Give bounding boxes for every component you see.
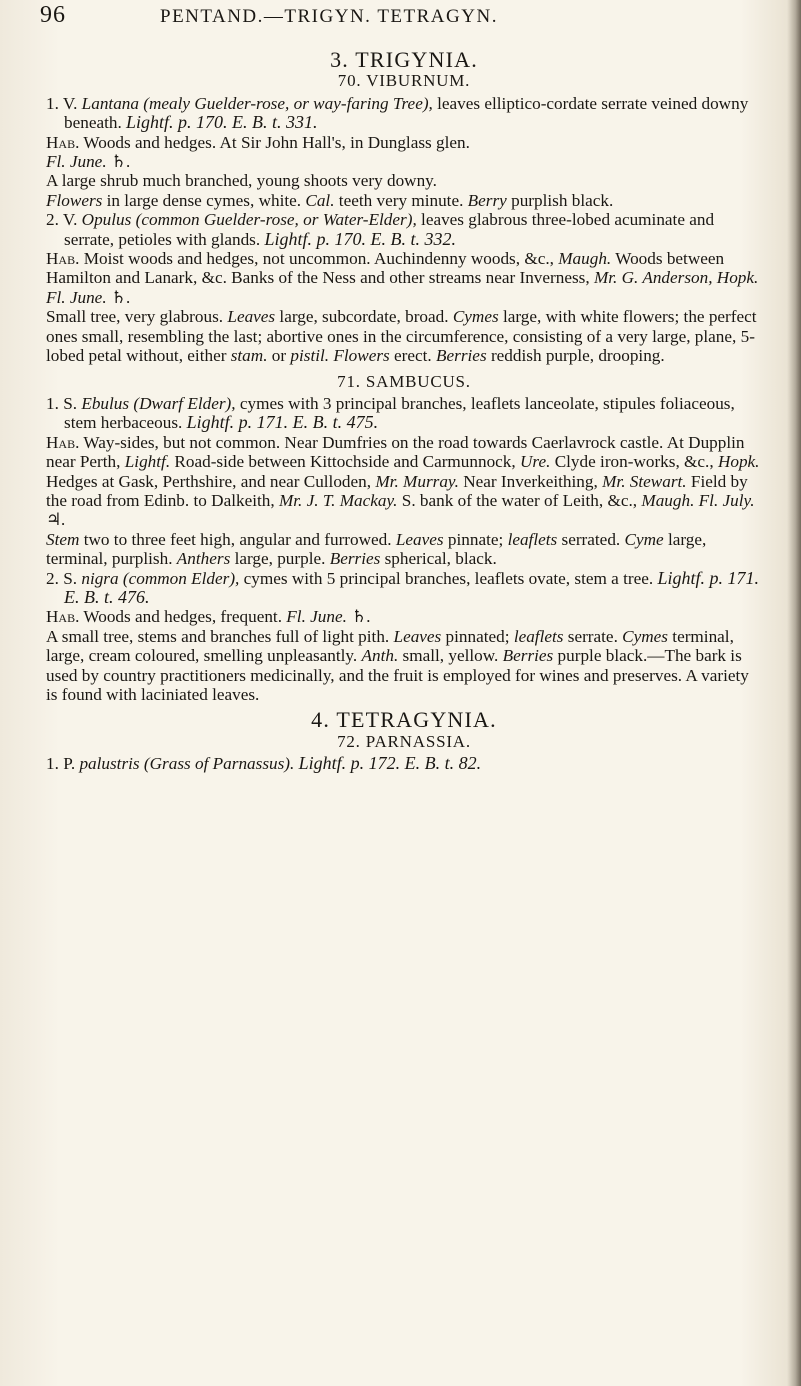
note-label: leaflets xyxy=(513,626,564,646)
habitat-authority: Mr. J. T. Mackay. xyxy=(278,490,398,510)
note-label: Anth. xyxy=(361,646,399,666)
note-text: large, purple. xyxy=(234,549,326,569)
notes-ebulus xyxy=(46,530,762,569)
note-text: small, yellow. xyxy=(402,646,499,666)
note-term: pistil. xyxy=(290,346,330,366)
note-text: teeth very minute. xyxy=(338,190,464,210)
running-head xyxy=(40,2,760,30)
species-number: 2. S. xyxy=(46,568,78,588)
habitat-authority: Ure. xyxy=(520,452,551,472)
note-text: large, with white flowers; the perfect ones small, resembling the last; abortive ones in the circumference, consisting of a very large, plane, 5-lobed petal without, either xyxy=(46,307,757,366)
page-edge-shadow xyxy=(787,0,801,1386)
note-label: Cymes xyxy=(622,626,668,646)
habitat-text: Near Inverkeithing, xyxy=(463,471,598,491)
note-text: in large dense cymes, white. xyxy=(106,190,302,210)
common-name: (Grass of Parnassus). xyxy=(143,754,295,774)
order-heading-tetragynia: 4. TETRAGYNIA. xyxy=(311,707,497,733)
species-entry-ebulus xyxy=(46,394,762,433)
note-text: erect. xyxy=(394,346,432,366)
note-label: Leaves xyxy=(395,529,444,549)
habitat-authority: Lightf. xyxy=(124,452,171,472)
habitat-text: Clyde iron-works, &c., xyxy=(554,452,714,472)
habitat-label: Hab. xyxy=(46,249,80,269)
literature-reference: Lightf. p. 170. E. B. t. 331. xyxy=(126,112,318,133)
habitat-authority: Mr. G. Anderson, Hopk. xyxy=(593,268,759,288)
species-name: nigra xyxy=(81,568,119,588)
notes-opulus xyxy=(46,307,762,365)
species-name: Opulus xyxy=(81,210,132,230)
page-number: 96 xyxy=(40,2,66,28)
note-text: large, subcordate, broad. xyxy=(279,307,449,327)
note-label: Leaves xyxy=(227,307,276,327)
habitat-text: Road-side between Kittochside and Carmunnock, xyxy=(174,452,516,472)
literature-reference: Lightf. p. 172. E. B. t. 82. xyxy=(298,753,482,774)
common-name: (common Guelder-rose, or Water-Elder), xyxy=(135,210,417,230)
habitat-authority: Hopk. xyxy=(717,452,760,472)
habitat-authority: Mr. Murray. xyxy=(375,471,459,491)
note-label: Anthers xyxy=(176,549,231,569)
genus-heading-parnassia: 72. PARNASSIA. xyxy=(337,731,471,751)
species-description: leaves glabrous three-lobed acuminate and serrate, petioles with glands. xyxy=(64,210,715,249)
note-label: Flowers xyxy=(333,346,390,366)
flowering-info: Fl. June. ♄. xyxy=(46,287,131,307)
note-label: Cyme xyxy=(624,529,664,549)
note-label: Berries xyxy=(436,346,487,366)
habitat-authority: Maugh. xyxy=(558,249,612,269)
habitat-text: Woods and hedges. At Sir John Hall's, in Dunglass glen. xyxy=(83,132,470,152)
species-description: cymes with 5 principal branches, leaflets ovate, stem a tree. xyxy=(243,568,654,588)
note-text: A large shrub much branched, young shoots very downy. xyxy=(46,171,437,191)
note-label: Cymes xyxy=(452,307,499,327)
species-entry-lantana xyxy=(46,94,762,133)
literature-reference: Lightf. p. 171. E. B. t. 476. xyxy=(64,567,759,607)
flowering-info: Fl. June. ♄. xyxy=(286,607,371,627)
species-name: Ebulus xyxy=(81,393,130,413)
note-label: Cal. xyxy=(305,190,335,210)
note-label: leaflets xyxy=(507,529,558,549)
common-name: (Dwarf Elder), xyxy=(133,393,236,413)
species-name: palustris xyxy=(79,754,140,774)
note-text: or xyxy=(271,346,287,366)
species-number: 1. V. xyxy=(46,93,78,113)
notes-lantana xyxy=(46,171,762,210)
habitat-text: Moist woods and hedges, not uncommon. Auchindenny woods, &c., xyxy=(83,249,554,269)
flowering-info: Fl. July. ♃. xyxy=(46,490,755,530)
common-name: (common Elder), xyxy=(122,568,240,588)
page-text xyxy=(46,46,762,774)
note-text: serrated. xyxy=(561,529,621,549)
note-text: purplish black. xyxy=(511,190,614,210)
habitat-text: Woods between Hamilton and Lanark, &c. Banks of the Ness and other streams near Inverness, xyxy=(46,249,725,288)
note-label: Flowers xyxy=(46,190,103,210)
note-label: Leaves xyxy=(393,626,442,646)
note-text: purple black.—The bark is used by country practitioners medicinally, and the fruit is employed for wines and preserves. A variety is found with laciniated leaves. xyxy=(46,646,749,704)
species-number: 1. P. xyxy=(46,754,76,774)
species-entry-palustris xyxy=(46,754,762,773)
habitat-label: Hab. xyxy=(46,132,80,152)
genus-heading-sambucus: 71. SAMBUCUS. xyxy=(337,371,471,391)
habitat-text: Hedges at Gask, Perthshire, and near Culloden, xyxy=(46,471,372,491)
note-label: Berry xyxy=(467,190,507,210)
literature-reference: Lightf. p. 171. E. B. t. 475. xyxy=(186,412,379,433)
note-text: pinnate; xyxy=(447,529,504,549)
habitat-authority: Mr. Stewart. xyxy=(602,471,687,491)
species-name: Lantana xyxy=(81,93,139,113)
common-name: (mealy Guelder-rose, or way-faring Tree), xyxy=(143,93,433,113)
habitat-text: S. bank of the water of Leith, &c., xyxy=(401,490,638,510)
note-text: pinnated; xyxy=(445,626,510,646)
species-number: 2. V. xyxy=(46,210,78,230)
note-text: spherical, black. xyxy=(384,549,497,569)
species-entry-opulus xyxy=(46,210,762,249)
habitat-label: Hab. xyxy=(46,607,80,627)
note-text: large, terminal, purplish. xyxy=(46,529,707,569)
note-text: reddish purple, drooping. xyxy=(490,346,665,366)
note-text: two to three feet high, angular and furrowed. xyxy=(83,529,392,549)
habitat-ebulus xyxy=(46,433,762,530)
note-label: Berries xyxy=(502,646,554,666)
note-text: Small tree, very glabrous. xyxy=(46,307,224,327)
order-heading-trigynia: 3. TRIGYNIA. xyxy=(330,47,478,72)
habitat-text: Field by the road from Edinb. to Dalkeith, xyxy=(46,471,748,510)
habitat-nigra xyxy=(46,607,762,626)
note-text: terminal, large, cream coloured, smelling unpleasantly. xyxy=(46,626,734,666)
flowering-info: Fl. June. ♄. xyxy=(46,152,131,172)
note-label: Berries xyxy=(329,549,381,569)
note-term: stam. xyxy=(230,346,268,366)
habitat-text: Way-sides, but not common. Near Dumfries on the road towards Caerlavrock castle. At Dupplin near Perth, xyxy=(46,432,745,472)
note-text: A small tree, stems and branches full of light pith. xyxy=(46,626,390,646)
running-title: PENTAND.—TRIGYN. TETRAGYN. xyxy=(160,6,498,27)
literature-reference: Lightf. p. 170. E. B. t. 332. xyxy=(264,228,456,249)
species-entry-nigra xyxy=(46,569,762,608)
habitat-label: Hab. xyxy=(46,432,80,452)
habitat-lantana xyxy=(46,133,762,172)
habitat-opulus xyxy=(46,249,762,307)
species-number: 1. S. xyxy=(46,393,78,413)
genus-heading-viburnum: 70. VIBURNUM. xyxy=(337,71,471,91)
notes-nigra xyxy=(46,627,762,705)
species-description: cymes with 3 principal branches, leaflets lanceolate, stipules foliaceous, stem herbaceous. xyxy=(64,393,735,433)
species-description: leaves elliptico-cordate serrate veined downy beneath. xyxy=(64,93,749,133)
note-label: Stem xyxy=(46,529,80,549)
habitat-authority: Maugh. xyxy=(641,490,695,510)
note-text: serrate. xyxy=(567,626,618,646)
habitat-text: Woods and hedges, frequent. xyxy=(83,607,282,627)
